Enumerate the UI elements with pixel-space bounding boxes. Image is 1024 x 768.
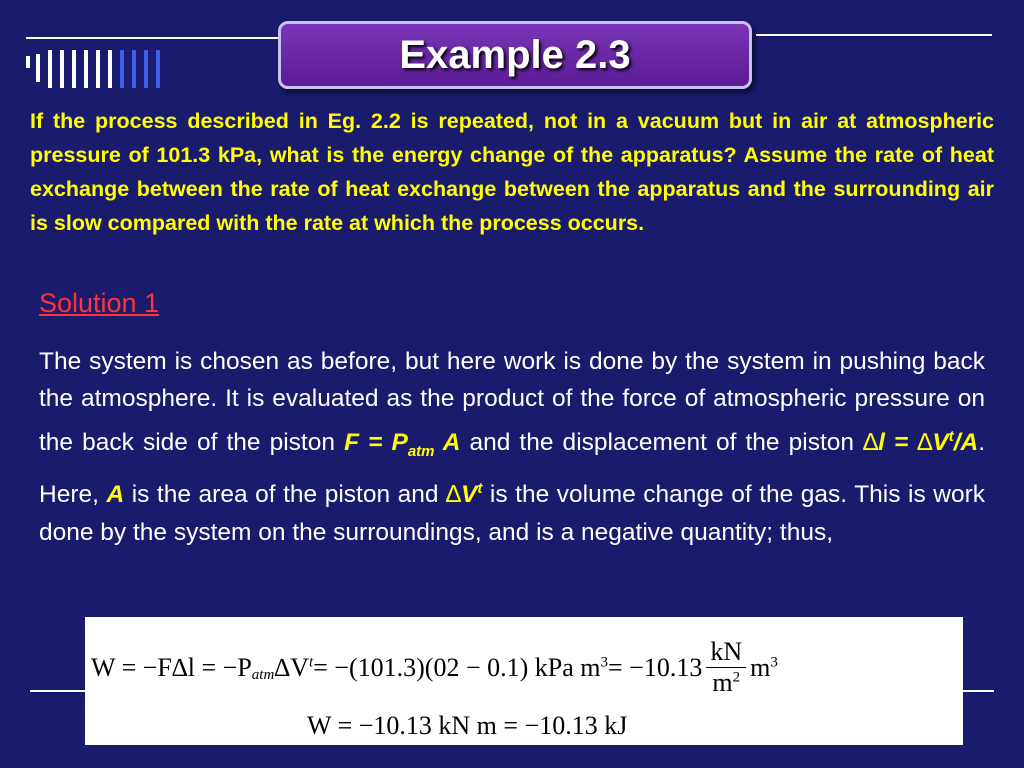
problem-statement: If the process described in Eg. 2.2 is repeated, not in a vacuum but in air at atmospheric pressure of 101.3 kPa, what is the energy change of the apparatus? Assume the rate of heat exchange between the rate of heat exchange between the apparatus and the surrounding air is slow compared with the rate at which the process occurs. (30, 109, 994, 235)
body-text-part: is the volume change of the gas. This is work done by the system on the surroundings, and is a negative quantity; thus, (39, 481, 985, 546)
body-text-part: . Here, (39, 428, 986, 509)
decorative-rule (26, 37, 278, 39)
unit-fraction: $\frac{kN}{m^2}$ (706, 637, 746, 698)
volume-change-symbol: $\Delta V^t$ (446, 480, 483, 509)
force-equation: $F = P_{atm}$ A (344, 428, 461, 460)
equation-box (85, 617, 963, 745)
solution-heading: Solution 1 (39, 288, 160, 318)
displacement-equation: $\Delta l = \Delta V^t/A$ (863, 427, 979, 456)
work-equation: $W = -F\Delta l = -P_{atm}\Delta V^t= -(101.3)(02 - 0.1)$ kPa $m^3= -10.13$ $\frac{kN}{m^2}$ $m^3$ (91, 637, 778, 697)
solution-body (39, 343, 985, 551)
area-symbol: A (106, 481, 125, 509)
decorative-rule (962, 690, 994, 692)
title-banner (278, 21, 752, 89)
body-text-part: is the area of the piston and (124, 481, 447, 509)
body-text-part: and the displacement of the piston (460, 428, 864, 456)
body-text-part: The system is chosen as before, but here work is done by the system in pushing back the atmosphere. It is evaluated as the product of the force of atmospheric pressure on the back side of the piston (39, 348, 985, 456)
work-result-equation: W = −10.13 kN m = −10.13 kJ (307, 711, 628, 740)
decorative-rule (30, 690, 88, 692)
slide-title: Example 2.3 (399, 32, 631, 77)
decorative-rule (756, 34, 992, 36)
